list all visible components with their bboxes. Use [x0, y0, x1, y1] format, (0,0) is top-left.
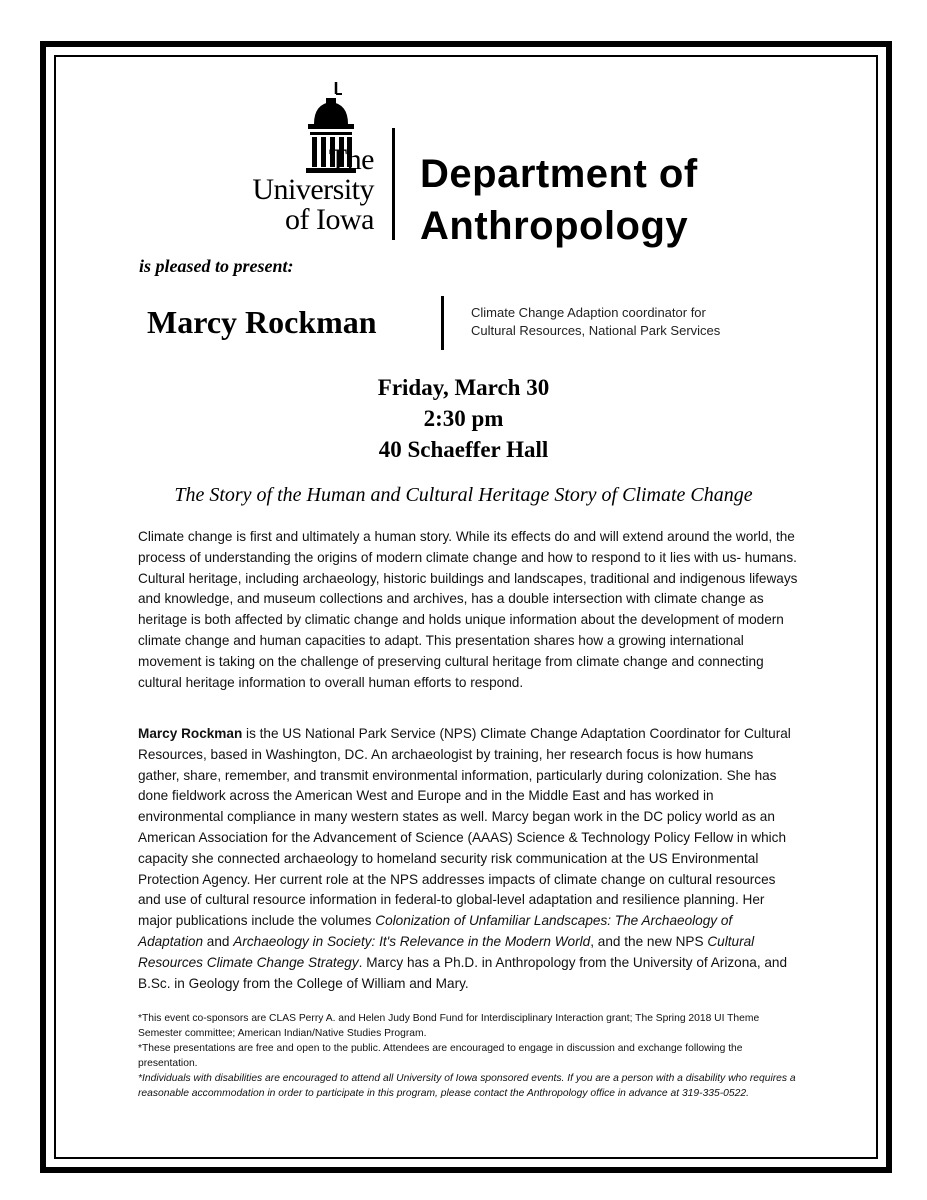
abstract-paragraph: Climate change is first and ultimately a human story. While its effects do and will extend around the world, the process of understanding the origins of modern climate change and how to respond to it lies with us- humans. Cultural heritage, including archaeology, historic buildings and landscapes, traditional and indigenous lifeways and knowledge, and museum collections and archives, has a double intersection with climate change as heritage is both affected by climatic change and holds unique information about the development of modern climate change and human capacities to adapt. This presentation shares how a growing international movement is taking on the challenge of preserving cultural heritage from climate change and connecting cultural heritage information to overall human efforts to respond.: [138, 529, 798, 690]
wordmark-line-1: The: [328, 143, 374, 176]
event-details: [0, 372, 927, 465]
bio-book-3: Cultural Resources Climate Change Strategy: [138, 933, 755, 970]
bio-book-1: Colonization of Unfamiliar Landscapes: The Archaeology of Adaptation: [138, 913, 733, 949]
footnotes: [138, 1012, 798, 1102]
department-title: [420, 148, 698, 252]
accessibility-note: *Individuals with disabilities are encouraged to attend all University of Iowa sponsored events. If you are a person with a disability who requires a reasonable accommodation in order to participate in this program, please contact the Anthropology office in advance at 319-335-0522.: [138, 1073, 796, 1099]
department-title-line-2: Anthropology: [420, 204, 689, 248]
university-wordmark: [214, 145, 374, 235]
bio-speaker-name: Marcy Rockman: [138, 726, 243, 741]
event-time: 2:30 pm: [423, 406, 504, 431]
free-admission-note: *These presentations are free and open to the public. Attendees are encouraged to engage in discussion and exchange following the presentation.: [138, 1043, 743, 1069]
event-date: Friday, March 30: [377, 375, 550, 400]
speaker-title-line-2: Cultural Resources, National Park Services: [471, 323, 721, 338]
bio-book-2: Archaeology in Society: It's Relevance in the Modern World: [233, 933, 591, 949]
bio-text-2: and: [203, 933, 234, 949]
wordmark-line-2: University: [252, 173, 374, 206]
department-title-line-1: Department of: [420, 152, 698, 196]
presents-line: is pleased to present:: [139, 256, 294, 276]
speaker-title-line-1: Climate Change Adaption coordinator for: [471, 305, 706, 320]
bio-text-4: . Marcy has a Ph.D. in Anthropology from the University of Arizona, and B.Sc. in Geology from the College of William and Mary.: [138, 954, 788, 991]
speaker-name: Marcy Rockman: [147, 304, 377, 340]
event-location: 40 Schaeffer Hall: [378, 437, 549, 462]
bio-paragraph: [138, 724, 798, 994]
bio-text-1: is the US National Park Service (NPS) Climate Change Adaptation Coordinator for Cultural Resources, based in Washington, DC. An archaeologist by training, her research focus is how humans gather, share, remember, and transmit environmental information, particularly during colonization. She has done fieldwork across the American West and Europe and in the Middle East and has worked in environmental compliance in many western states as well. Marcy began work in the DC policy world as an American Association for the Advancement of Science (AAAS) Science & Technology Policy Fellow in which capacity she connected archaeology to homeland security risk communication at the US Environmental Protection Agency. Her current role at the NPS addresses impacts of climate change on cultural resources and use of cultural resource information in federal-to global-level adaptation and resilience planning. Her major publications include the volumes: [138, 726, 791, 929]
speaker-title: [471, 304, 720, 340]
sponsors-note: *This event co-sponsors are CLAS Perry A. and Helen Judy Bond Fund for Interdisciplinary Interaction grant; The Spring 2018 UI Theme Semester committee; American Indian/Native Studies Program.: [138, 1013, 760, 1039]
speaker-divider: [441, 296, 444, 350]
talk-title: The Story of the Human and Cultural Heritage Story of Climate Change: [174, 484, 753, 506]
wordmark-line-3: of Iowa: [285, 203, 374, 236]
bio-text-3: , and the new NPS: [590, 933, 708, 949]
university-of-iowa-logo: [214, 80, 404, 245]
logo-divider: [392, 128, 395, 240]
